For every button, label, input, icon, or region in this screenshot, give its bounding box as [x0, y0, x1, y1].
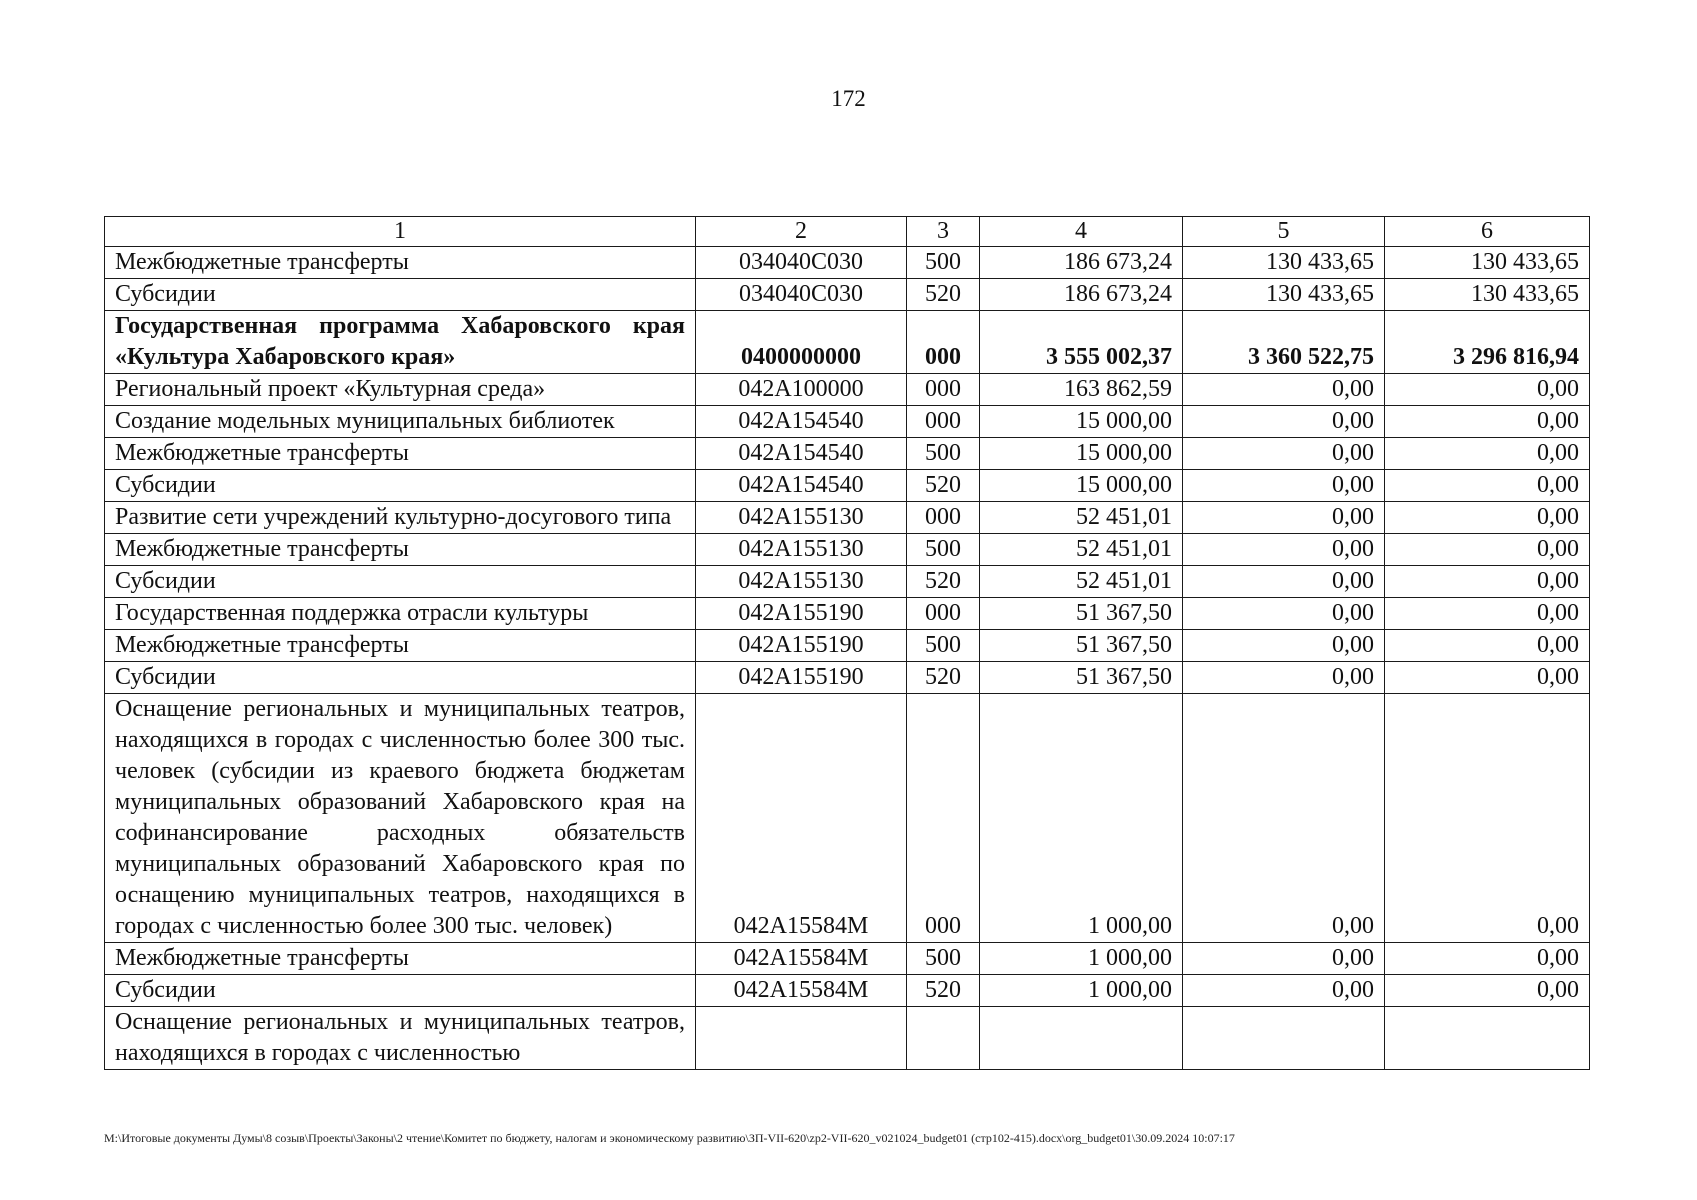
amount-col-4: 15 000,00 — [980, 438, 1183, 470]
table-row — [105, 406, 1590, 438]
amount-col-5: 0,00 — [1183, 374, 1385, 406]
amount-col-5: 0,00 — [1183, 438, 1385, 470]
item-name: Государственная поддержка отрасли культуры — [105, 598, 696, 630]
target-article-code: 042А155190 — [696, 662, 907, 694]
amount-col-5: 130 433,65 — [1183, 279, 1385, 311]
column-number: 5 — [1183, 217, 1385, 247]
item-name: Субсидии — [105, 975, 696, 1007]
amount-col-6 — [1385, 1007, 1590, 1070]
table-row — [105, 279, 1590, 311]
amount-col-6: 0,00 — [1385, 566, 1590, 598]
amount-col-4: 1 000,00 — [980, 943, 1183, 975]
column-number: 2 — [696, 217, 907, 247]
table-row — [105, 374, 1590, 406]
amount-col-5 — [1183, 1007, 1385, 1070]
amount-col-5: 0,00 — [1183, 534, 1385, 566]
amount-col-4: 3 555 002,37 — [980, 311, 1183, 374]
item-name: Межбюджетные трансферты — [105, 534, 696, 566]
amount-col-6: 0,00 — [1385, 662, 1590, 694]
amount-col-5: 0,00 — [1183, 470, 1385, 502]
target-article-code: 042А155190 — [696, 630, 907, 662]
amount-col-5: 0,00 — [1183, 566, 1385, 598]
item-name: Межбюджетные трансферты — [105, 943, 696, 975]
amount-col-4: 186 673,24 — [980, 279, 1183, 311]
target-article-code: 042А155130 — [696, 566, 907, 598]
item-name: Субсидии — [105, 470, 696, 502]
item-name: Субсидии — [105, 279, 696, 311]
table-row — [105, 630, 1590, 662]
target-article-code: 034040С030 — [696, 279, 907, 311]
expense-type-code: 000 — [907, 374, 980, 406]
table-row — [105, 598, 1590, 630]
page-number: 172 — [831, 86, 866, 111]
amount-col-6: 0,00 — [1385, 630, 1590, 662]
target-article-code — [696, 1007, 907, 1070]
amount-col-6: 0,00 — [1385, 470, 1590, 502]
table-body — [105, 217, 1590, 1070]
item-name: Региональный проект «Культурная среда» — [105, 374, 696, 406]
expense-type-code: 000 — [907, 598, 980, 630]
amount-col-5: 0,00 — [1183, 662, 1385, 694]
item-name: Создание модельных муниципальных библиотек — [105, 406, 696, 438]
expense-type-code: 520 — [907, 662, 980, 694]
amount-col-6: 0,00 — [1385, 598, 1590, 630]
expense-type-code: 520 — [907, 470, 980, 502]
amount-col-4: 163 862,59 — [980, 374, 1183, 406]
table-row — [105, 502, 1590, 534]
column-number: 6 — [1385, 217, 1590, 247]
target-article-code: 042А155130 — [696, 502, 907, 534]
item-name: Государственная программа Хабаровского края «Культура Хабаровского края» — [105, 311, 696, 374]
amount-col-5: 130 433,65 — [1183, 247, 1385, 279]
expense-type-code: 500 — [907, 630, 980, 662]
expense-type-code: 000 — [907, 694, 980, 943]
target-article-code: 042А154540 — [696, 470, 907, 502]
amount-col-5: 0,00 — [1183, 943, 1385, 975]
amount-col-4: 52 451,01 — [980, 566, 1183, 598]
amount-col-5: 0,00 — [1183, 694, 1385, 943]
column-number: 3 — [907, 217, 980, 247]
amount-col-4: 1 000,00 — [980, 694, 1183, 943]
amount-col-6: 0,00 — [1385, 374, 1590, 406]
expense-type-code: 500 — [907, 534, 980, 566]
expense-type-code: 000 — [907, 406, 980, 438]
expense-type-code: 500 — [907, 247, 980, 279]
column-number: 1 — [105, 217, 696, 247]
amount-col-4: 15 000,00 — [980, 406, 1183, 438]
target-article-code: 042А15584М — [696, 975, 907, 1007]
item-name: Субсидии — [105, 662, 696, 694]
table-row — [105, 694, 1590, 943]
expense-type-code: 520 — [907, 279, 980, 311]
amount-col-5: 3 360 522,75 — [1183, 311, 1385, 374]
target-article-code: 042А154540 — [696, 406, 907, 438]
expense-type-code: 520 — [907, 566, 980, 598]
amount-col-6: 0,00 — [1385, 406, 1590, 438]
column-number: 4 — [980, 217, 1183, 247]
item-name: Оснащение региональных и муниципальных театров, находящихся в городах с численностью — [105, 1007, 696, 1070]
target-article-code: 042А15584М — [696, 694, 907, 943]
target-article-code: 042А100000 — [696, 374, 907, 406]
amount-col-4: 186 673,24 — [980, 247, 1183, 279]
amount-col-4: 51 367,50 — [980, 662, 1183, 694]
amount-col-6: 0,00 — [1385, 694, 1590, 943]
table-row — [105, 534, 1590, 566]
amount-col-4: 15 000,00 — [980, 470, 1183, 502]
amount-col-5: 0,00 — [1183, 630, 1385, 662]
amount-col-6: 0,00 — [1385, 534, 1590, 566]
table-row — [105, 470, 1590, 502]
amount-col-6: 0,00 — [1385, 975, 1590, 1007]
item-name: Субсидии — [105, 566, 696, 598]
amount-col-4: 1 000,00 — [980, 975, 1183, 1007]
amount-col-4: 52 451,01 — [980, 534, 1183, 566]
expense-type-code: 500 — [907, 438, 980, 470]
expense-type-code: 000 — [907, 502, 980, 534]
table-row — [105, 566, 1590, 598]
table-row — [105, 662, 1590, 694]
amount-col-4: 51 367,50 — [980, 598, 1183, 630]
expense-type-code: 500 — [907, 943, 980, 975]
amount-col-4: 52 451,01 — [980, 502, 1183, 534]
target-article-code: 0400000000 — [696, 311, 907, 374]
amount-col-6: 0,00 — [1385, 502, 1590, 534]
item-name: Развитие сети учреждений культурно-досугового типа — [105, 502, 696, 534]
amount-col-6: 130 433,65 — [1385, 279, 1590, 311]
item-name: Межбюджетные трансферты — [105, 438, 696, 470]
expense-type-code: 520 — [907, 975, 980, 1007]
target-article-code: 042А155130 — [696, 534, 907, 566]
item-name: Межбюджетные трансферты — [105, 247, 696, 279]
amount-col-6: 3 296 816,94 — [1385, 311, 1590, 374]
document-file-path: M:\Итоговые документы Думы\8 созыв\Проекты\Законы\2 чтение\Комитет по бюджету, налогам и экономическому развитию\ЗП-VII-620\zp2-VII-620_v021024_budget01 (стр102-415).docx\org_budget01\30.09.2024 10:07:17 — [104, 1131, 1235, 1145]
item-name: Межбюджетные трансферты — [105, 630, 696, 662]
table-row — [105, 975, 1590, 1007]
table-row — [105, 311, 1590, 374]
expense-type-code — [907, 1007, 980, 1070]
amount-col-6: 130 433,65 — [1385, 247, 1590, 279]
table-row — [105, 1007, 1590, 1070]
target-article-code: 042А15584М — [696, 943, 907, 975]
amount-col-6: 0,00 — [1385, 943, 1590, 975]
target-article-code: 042А155190 — [696, 598, 907, 630]
amount-col-4: 51 367,50 — [980, 630, 1183, 662]
amount-col-4 — [980, 1007, 1183, 1070]
amount-col-6: 0,00 — [1385, 438, 1590, 470]
target-article-code: 034040С030 — [696, 247, 907, 279]
amount-col-5: 0,00 — [1183, 598, 1385, 630]
expense-type-code: 000 — [907, 311, 980, 374]
amount-col-5: 0,00 — [1183, 975, 1385, 1007]
column-number-row — [105, 217, 1590, 247]
table-row — [105, 247, 1590, 279]
table-row — [105, 438, 1590, 470]
budget-table — [104, 216, 1590, 1070]
amount-col-5: 0,00 — [1183, 406, 1385, 438]
table-row — [105, 943, 1590, 975]
amount-col-5: 0,00 — [1183, 502, 1385, 534]
target-article-code: 042А154540 — [696, 438, 907, 470]
item-name: Оснащение региональных и муниципальных театров, находящихся в городах с численностью более 300 тыс. человек (субсидии из краевого бюджета бюджетам муниципальных образований Хабаровского края на софинансирование расходных обязательств муниципальных образований Хабаровского края по оснащению муниципальных театров, находящихся в городах с численностью более 300 тыс. человек) — [105, 694, 696, 943]
